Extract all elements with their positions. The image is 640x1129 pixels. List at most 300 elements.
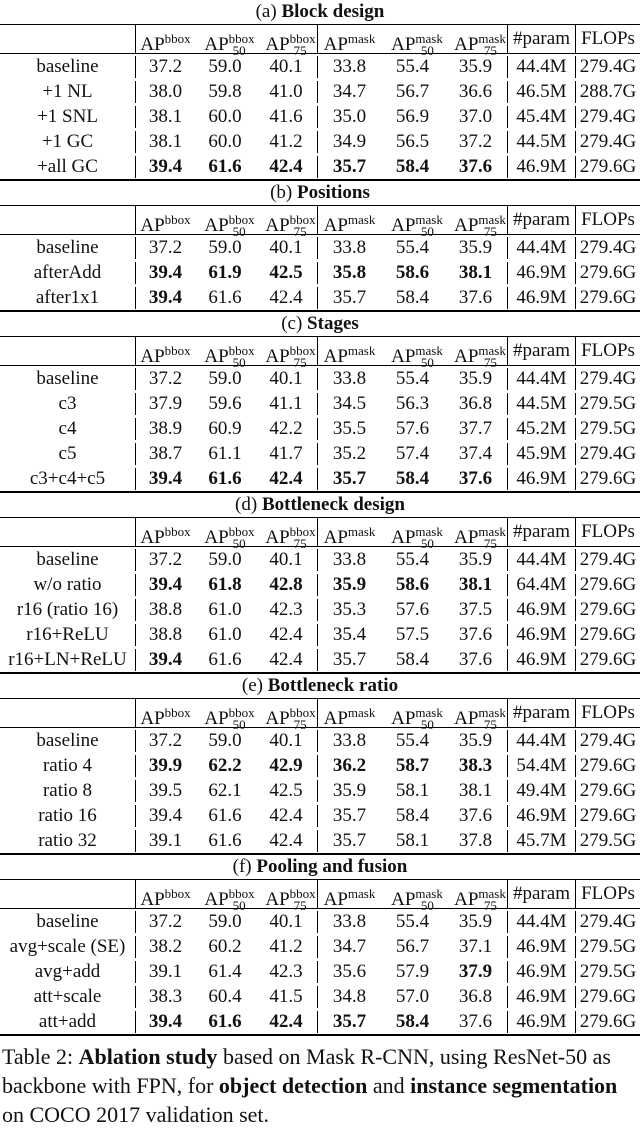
- header-method: [0, 337, 135, 365]
- row-value: 42.4: [269, 829, 303, 851]
- header-ap-bbox: [135, 699, 195, 727]
- row-value: 61.4: [208, 960, 242, 982]
- row-value: 39.4: [135, 574, 195, 596]
- row-value: 288.7G: [575, 81, 640, 103]
- ap-label: AP: [204, 34, 229, 55]
- row-value: 38.9: [135, 418, 195, 440]
- ap-superscript: bbox: [289, 524, 316, 539]
- row-value: 56.5: [395, 130, 430, 152]
- row-value: 56.7: [395, 80, 430, 102]
- row-value: 279.4G: [575, 443, 640, 465]
- row-value: 37.6: [458, 286, 493, 308]
- table-row: [0, 1009, 640, 1034]
- ap-subscript: 50: [420, 536, 434, 551]
- ap-superscript: mask: [347, 31, 376, 46]
- ap-superscript: mask: [415, 31, 443, 46]
- ap-label: AP: [323, 527, 348, 548]
- row-value: 37.6: [458, 1010, 493, 1032]
- row-label: baseline: [36, 729, 99, 751]
- row-value: 59.0: [208, 367, 242, 389]
- row-value: 58.7: [395, 754, 430, 776]
- row-value: 37.0: [458, 105, 493, 127]
- header-flops: FLOPs: [575, 337, 640, 365]
- row-label: baseline: [36, 236, 99, 258]
- row-value: 37.2: [135, 911, 195, 933]
- header-param: #param: [507, 699, 575, 727]
- row-value: 35.9: [458, 367, 493, 389]
- row-value: 62.2: [208, 754, 242, 776]
- table-section: [0, 672, 640, 853]
- row-value: 59.6: [208, 392, 242, 414]
- row-value: 38.2: [135, 936, 195, 958]
- ap-label: AP: [323, 708, 348, 729]
- ap-superscript: bbox: [164, 343, 191, 358]
- row-value: 54.4M: [507, 755, 575, 777]
- row-value: 35.9: [317, 780, 381, 802]
- ap-superscript: bbox: [228, 886, 255, 901]
- ap-superscript: mask: [347, 524, 376, 539]
- row-value: 41.7: [269, 442, 303, 464]
- row-value: 57.0: [395, 985, 430, 1007]
- row-value: 58.1: [395, 829, 430, 851]
- header-row: [0, 880, 640, 913]
- row-value: 57.6: [395, 598, 430, 620]
- row-label: ratio 32: [38, 829, 97, 851]
- section-prefix: (d): [235, 494, 262, 515]
- row-value: 45.7M: [507, 830, 575, 852]
- row-value: 279.5G: [575, 393, 640, 415]
- ap-superscript: mask: [415, 343, 443, 358]
- row-value: 35.7: [317, 649, 381, 671]
- header-row: [0, 699, 640, 732]
- ap-label: AP: [140, 708, 165, 729]
- row-value: 37.4: [458, 442, 493, 464]
- caption-bold-2: object detection: [218, 1073, 368, 1098]
- header-ap75-mask: [444, 518, 507, 551]
- ap-subscript: 75: [293, 898, 307, 913]
- row-value: 279.6G: [575, 986, 640, 1008]
- row-value: 41.0: [269, 80, 303, 102]
- row-value: 41.2: [269, 130, 303, 152]
- ap-subscript: 50: [232, 536, 246, 551]
- row-value: 40.1: [269, 236, 303, 258]
- header-ap-mask: [317, 880, 381, 908]
- row-value: 35.7: [317, 805, 381, 827]
- row-label: avg+scale (SE): [9, 935, 126, 957]
- ap-label: AP: [391, 889, 416, 910]
- table-row: [0, 728, 640, 753]
- ap-superscript: bbox: [228, 31, 255, 46]
- section-name: Pooling and fusion: [256, 856, 408, 877]
- row-value: 46.9M: [507, 468, 575, 490]
- row-value: 34.7: [317, 936, 381, 958]
- header-ap-mask: [317, 518, 381, 546]
- ap-label: AP: [265, 889, 290, 910]
- ap-superscript: mask: [415, 886, 443, 901]
- row-value: 35.4: [317, 624, 381, 646]
- caption-text-3: on COCO 2017 validation set.: [2, 1102, 270, 1127]
- row-value: 44.4M: [507, 911, 575, 933]
- row-value: 39.4: [135, 468, 195, 490]
- row-value: 279.4G: [575, 56, 640, 78]
- table-section: [0, 310, 640, 491]
- row-value: 279.6G: [575, 780, 640, 802]
- row-label: +1 GC: [41, 130, 94, 152]
- table-row: [0, 79, 640, 104]
- ap-label: AP: [323, 34, 348, 55]
- header-ap50-bbox: [195, 880, 255, 913]
- section-prefix: (b): [270, 182, 298, 203]
- ap-superscript: bbox: [289, 343, 316, 358]
- row-value: 35.7: [317, 156, 381, 178]
- row-value: 279.6G: [575, 649, 640, 671]
- row-value: 42.4: [269, 804, 303, 826]
- section-title: [0, 181, 640, 206]
- ap-superscript: mask: [415, 524, 443, 539]
- row-value: 38.7: [135, 443, 195, 465]
- row-label: +1 NL: [42, 80, 93, 102]
- section-prefix: (f): [232, 856, 257, 877]
- row-value: 279.4G: [575, 106, 640, 128]
- row-value: 46.9M: [507, 1011, 575, 1033]
- header-ap50-mask: [381, 337, 444, 370]
- row-value: 279.4G: [575, 131, 640, 153]
- row-value: 279.6G: [575, 287, 640, 309]
- header-ap50-bbox: [195, 25, 255, 58]
- ap-subscript: 50: [232, 898, 246, 913]
- header-ap75-mask: [444, 699, 507, 732]
- row-value: 55.4: [395, 910, 430, 932]
- row-value: 35.8: [317, 262, 381, 284]
- row-value: 38.0: [135, 81, 195, 103]
- ap-subscript: 50: [420, 898, 434, 913]
- row-value: 37.8: [458, 829, 493, 851]
- row-value: 45.2M: [507, 418, 575, 440]
- row-value: 58.6: [395, 573, 430, 595]
- ap-superscript: mask: [347, 705, 376, 720]
- row-value: 61.9: [208, 261, 242, 283]
- row-value: 57.4: [395, 442, 430, 464]
- row-value: 279.5G: [575, 961, 640, 983]
- table-row: [0, 828, 640, 853]
- row-value: 42.5: [269, 779, 303, 801]
- header-ap-mask: [317, 337, 381, 365]
- row-value: 39.9: [135, 755, 195, 777]
- ap-label: AP: [140, 527, 165, 548]
- ap-label: AP: [204, 708, 229, 729]
- header-ap75-bbox: [255, 518, 317, 551]
- header-ap75-mask: [444, 337, 507, 370]
- header-ap75-bbox: [255, 880, 317, 913]
- row-value: 59.0: [208, 910, 242, 932]
- row-value: 35.9: [458, 236, 493, 258]
- row-value: 35.7: [317, 468, 381, 490]
- row-value: 44.4M: [507, 237, 575, 259]
- row-label: r16 (ratio 16): [16, 598, 119, 620]
- row-value: 61.6: [208, 155, 242, 177]
- ap-superscript: mask: [347, 343, 376, 358]
- row-value: 57.5: [395, 623, 430, 645]
- ap-label: AP: [391, 708, 416, 729]
- row-value: 39.1: [135, 830, 195, 852]
- row-value: 58.4: [395, 804, 430, 826]
- ap-superscript: mask: [415, 705, 443, 720]
- header-ap-bbox: [135, 518, 195, 546]
- row-value: 279.6G: [575, 262, 640, 284]
- row-label: w/o ratio: [33, 573, 102, 595]
- ap-subscript: 75: [293, 43, 307, 58]
- ap-subscript: 50: [420, 717, 434, 732]
- ap-subscript: 75: [293, 355, 307, 370]
- row-value: 61.8: [208, 573, 242, 595]
- row-label: r16+ReLU: [26, 623, 109, 645]
- row-value: 279.4G: [575, 237, 640, 259]
- row-value: 46.9M: [507, 156, 575, 178]
- ap-label: AP: [454, 346, 479, 367]
- header-row: [0, 518, 640, 551]
- row-value: 42.3: [269, 598, 303, 620]
- header-ap50-bbox: [195, 699, 255, 732]
- row-label: avg+add: [34, 960, 101, 982]
- row-value: 37.7: [458, 417, 493, 439]
- table-row: [0, 984, 640, 1009]
- header-flops: FLOPs: [575, 518, 640, 546]
- ap-superscript: mask: [478, 705, 506, 720]
- ap-subscript: 75: [483, 43, 497, 58]
- table-row: [0, 778, 640, 803]
- row-value: 35.7: [317, 287, 381, 309]
- row-value: 34.9: [317, 131, 381, 153]
- row-value: 37.6: [458, 804, 493, 826]
- header-ap75-mask: [444, 880, 507, 913]
- row-value: 37.9: [458, 960, 493, 982]
- row-value: 34.8: [317, 986, 381, 1008]
- row-value: 36.8: [458, 985, 493, 1007]
- ap-label: AP: [454, 215, 479, 236]
- row-value: 61.6: [208, 467, 242, 489]
- table-section: [0, 0, 640, 179]
- section-name: Block design: [281, 1, 385, 22]
- row-value: 61.6: [208, 648, 242, 670]
- row-value: 40.1: [269, 548, 303, 570]
- row-value: 42.4: [269, 1010, 303, 1032]
- row-label: ratio 8: [42, 779, 93, 801]
- row-value: 37.5: [458, 598, 493, 620]
- table-row: [0, 416, 640, 441]
- table-row: [0, 753, 640, 778]
- row-value: 279.4G: [575, 368, 640, 390]
- row-label: ratio 4: [42, 754, 93, 776]
- row-label: baseline: [36, 55, 99, 77]
- header-ap-bbox: [135, 880, 195, 908]
- row-value: 56.3: [395, 392, 430, 414]
- row-value: 279.6G: [575, 468, 640, 490]
- header-ap-bbox: [135, 206, 195, 234]
- header-ap50-mask: [381, 699, 444, 732]
- row-value: 59.0: [208, 548, 242, 570]
- ap-subscript: 50: [420, 355, 434, 370]
- row-value: 279.4G: [575, 730, 640, 752]
- ap-subscript: 50: [232, 355, 246, 370]
- row-value: 42.8: [269, 573, 303, 595]
- ap-label: AP: [265, 34, 290, 55]
- row-value: 44.5M: [507, 393, 575, 415]
- row-value: 37.6: [458, 623, 493, 645]
- table-row: [0, 285, 640, 310]
- row-value: 36.6: [458, 80, 493, 102]
- row-value: 37.2: [135, 730, 195, 752]
- row-value: 41.1: [269, 392, 303, 414]
- row-value: 38.8: [135, 624, 195, 646]
- header-row: [0, 337, 640, 370]
- row-value: 39.1: [135, 961, 195, 983]
- row-value: 60.9: [208, 417, 242, 439]
- row-value: 40.1: [269, 55, 303, 77]
- row-value: 59.0: [208, 236, 242, 258]
- ap-superscript: mask: [478, 212, 506, 227]
- row-value: 37.6: [458, 648, 493, 670]
- row-value: 46.9M: [507, 936, 575, 958]
- ap-subscript: 50: [232, 224, 246, 239]
- table-row: [0, 622, 640, 647]
- header-method: [0, 25, 135, 53]
- section-name: Stages: [307, 313, 359, 334]
- row-value: 57.9: [395, 960, 430, 982]
- table-row: [0, 466, 640, 491]
- row-value: 37.2: [135, 56, 195, 78]
- row-label: r16+LN+ReLU: [8, 648, 127, 670]
- row-value: 279.6G: [575, 755, 640, 777]
- row-value: 279.6G: [575, 574, 640, 596]
- header-ap50-bbox: [195, 206, 255, 239]
- row-value: 60.0: [208, 105, 242, 127]
- header-method: [0, 699, 135, 727]
- row-value: 37.2: [135, 549, 195, 571]
- row-value: 33.8: [317, 368, 381, 390]
- row-value: 35.0: [317, 106, 381, 128]
- row-value: 35.9: [458, 55, 493, 77]
- ap-superscript: mask: [478, 886, 506, 901]
- ap-subscript: 75: [293, 224, 307, 239]
- ap-label: AP: [265, 527, 290, 548]
- ap-label: AP: [391, 527, 416, 548]
- row-value: 61.6: [208, 829, 242, 851]
- row-value: 42.2: [269, 417, 303, 439]
- row-value: 39.4: [135, 649, 195, 671]
- ap-label: AP: [140, 346, 165, 367]
- ap-label: AP: [391, 346, 416, 367]
- ap-superscript: bbox: [164, 886, 191, 901]
- row-value: 39.4: [135, 287, 195, 309]
- row-value: 58.4: [395, 155, 430, 177]
- table-row: [0, 647, 640, 672]
- row-value: 37.6: [458, 467, 493, 489]
- table-row: [0, 104, 640, 129]
- row-value: 46.9M: [507, 599, 575, 621]
- row-value: 58.6: [395, 261, 430, 283]
- caption-prefix: Table 2:: [2, 1044, 74, 1069]
- row-value: 35.9: [458, 910, 493, 932]
- row-value: 61.6: [208, 804, 242, 826]
- ap-label: AP: [204, 215, 229, 236]
- ap-subscript: 75: [483, 536, 497, 551]
- row-value: 279.6G: [575, 805, 640, 827]
- header-method: [0, 518, 135, 546]
- caption-bold-1: Ablation study: [78, 1044, 218, 1069]
- header-row: [0, 25, 640, 58]
- caption-bold-3: instance segmentation: [410, 1073, 618, 1098]
- row-value: 279.5G: [575, 418, 640, 440]
- table-row: [0, 909, 640, 934]
- row-label: c5: [58, 442, 77, 464]
- row-value: 279.6G: [575, 599, 640, 621]
- table-row: [0, 959, 640, 984]
- row-value: 38.1: [135, 131, 195, 153]
- header-ap75-mask: [444, 25, 507, 58]
- row-value: 38.1: [458, 573, 493, 595]
- header-ap-mask: [317, 699, 381, 727]
- ap-superscript: bbox: [289, 31, 316, 46]
- row-value: 44.4M: [507, 730, 575, 752]
- table-section: [0, 853, 640, 1034]
- row-value: 38.3: [458, 754, 493, 776]
- ap-subscript: 50: [420, 43, 434, 58]
- ap-subscript: 50: [232, 717, 246, 732]
- row-value: 41.6: [269, 105, 303, 127]
- ap-superscript: bbox: [289, 705, 316, 720]
- header-ap50-mask: [381, 206, 444, 239]
- ap-superscript: bbox: [164, 31, 191, 46]
- row-value: 62.1: [208, 779, 242, 801]
- ap-superscript: mask: [478, 31, 506, 46]
- header-ap75-bbox: [255, 206, 317, 239]
- header-ap50-mask: [381, 25, 444, 58]
- header-ap75-bbox: [255, 25, 317, 58]
- table-section: [0, 491, 640, 672]
- row-value: 61.1: [208, 442, 242, 464]
- header-ap-bbox: [135, 337, 195, 365]
- row-label: c3+c4+c5: [29, 467, 106, 489]
- ap-subscript: 75: [293, 717, 307, 732]
- row-value: 61.6: [208, 286, 242, 308]
- row-label: afterAdd: [33, 261, 102, 283]
- row-value: 37.9: [135, 393, 195, 415]
- ap-superscript: mask: [415, 212, 443, 227]
- row-value: 279.5G: [575, 830, 640, 852]
- row-value: 56.7: [395, 935, 430, 957]
- ap-superscript: bbox: [164, 212, 191, 227]
- ap-subscript: 75: [483, 355, 497, 370]
- row-label: baseline: [36, 367, 99, 389]
- row-value: 59.0: [208, 55, 242, 77]
- row-value: 40.1: [269, 910, 303, 932]
- table-row: [0, 441, 640, 466]
- ap-superscript: mask: [478, 343, 506, 358]
- row-value: 279.6G: [575, 1011, 640, 1033]
- ap-label: AP: [204, 346, 229, 367]
- table-row: [0, 597, 640, 622]
- header-row: [0, 206, 640, 239]
- header-flops: FLOPs: [575, 206, 640, 234]
- row-value: 58.4: [395, 286, 430, 308]
- row-value: 42.4: [269, 467, 303, 489]
- row-value: 45.9M: [507, 443, 575, 465]
- row-value: 37.6: [458, 155, 493, 177]
- row-value: 279.4G: [575, 549, 640, 571]
- ap-label: AP: [454, 34, 479, 55]
- section-prefix: (c): [281, 313, 308, 334]
- row-value: 39.5: [135, 780, 195, 802]
